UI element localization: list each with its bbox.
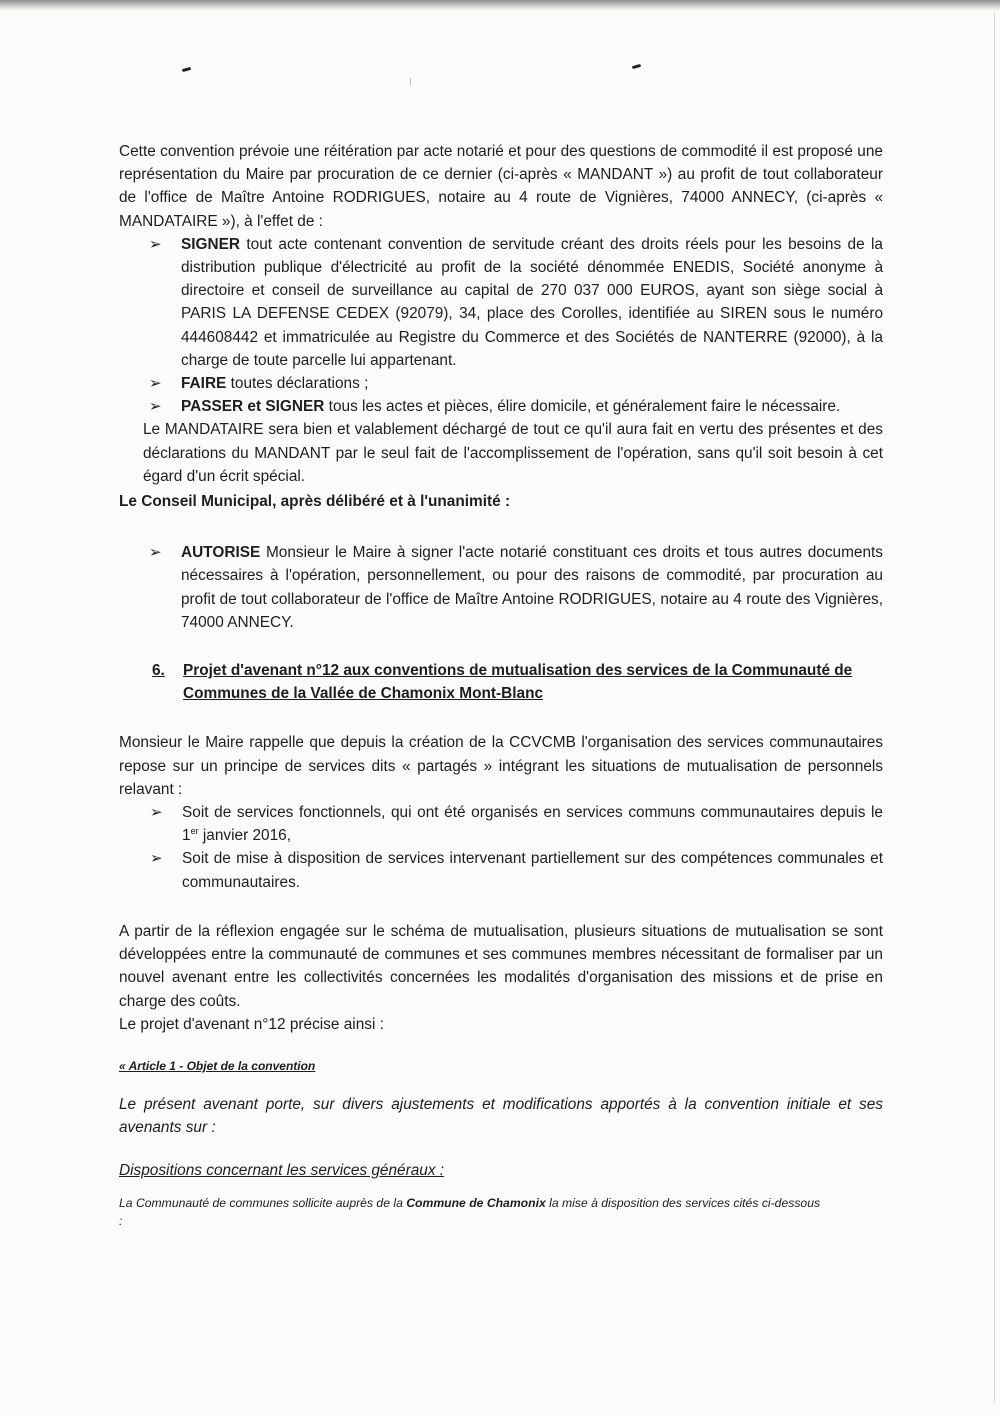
dispositions-heading: Dispositions concernant les services généraux :: [119, 1161, 445, 1179]
arrow-bullet-icon: ➢: [149, 374, 162, 393]
services-list: [119, 801, 883, 894]
list-item: [119, 233, 883, 372]
avenant-intro: Le projet d'avenant n°12 précise ainsi :: [119, 1015, 384, 1033]
mandate-paragraph: Cette convention prévoie une réitération par acte notarié et pour des questions de commodité il est proposé une représentation du Maire par procuration de ce dernier (ci-après « MANDANT ») au profit de tout collaborateur de l'office de Maître Antoine RODRIGUES, notaire au 4 route de Vignières, 74000 ANNECY, (ci-après « MANDATAIRE »), à l'effet de :: [119, 143, 883, 230]
article-heading: « Article 1 - Objet de la convention: [119, 1058, 316, 1073]
section-title: Projet d'avenant n°12 aux conventions de mutualisation des services de la Communauté de Communes de la Vallée de Chamonix Mont-Blanc: [183, 662, 853, 703]
action-text: toutes déclarations ;: [226, 375, 369, 393]
service-text: Soit de services fonctionnels, qui ont été organisés en services communs communautaires depuis le 1: [182, 804, 883, 845]
commune-name: Commune de Chamonix: [406, 1195, 546, 1210]
arrow-bullet-icon: ➢: [149, 397, 162, 416]
mutualisation-paragraph: Monsieur le Maire rappelle que depuis la création de la CCVCMB l'organisation des services communautaires repose sur un principe de services dits « partagés » intégrant les situations de mutualisation de personnels relavant :: [119, 734, 883, 798]
list-item: [119, 847, 883, 893]
arrow-bullet-icon: ➢: [149, 543, 162, 562]
ordinal-suffix: er: [190, 826, 199, 837]
decision-list: [119, 541, 883, 634]
request-paragraph: [119, 1194, 883, 1230]
list-item: [119, 395, 883, 418]
service-text-end: janvier 2016,: [198, 827, 291, 845]
reflection-paragraph: A partir de la réflexion engagée sur le schéma de mutualisation, plusieurs situations de mutualisation se sont développées entre la communauté de communes et ses communes membres nécessitant de formaliser par un nouvel avenant entre les collectivités concernées les modalités d'organisation des missions et de prise en charge des coûts.: [119, 922, 883, 1010]
scan-edge-line: [994, 12, 995, 1402]
list-item: [119, 801, 883, 847]
list-item: [119, 372, 883, 395]
action-text: tout acte contenant convention de servitude créant des droits réels pour les besoins de la distribution publique d'électricité au profit de la société dénommée ENEDIS, Société anonyme à directoire et conseil de surveillance au capital de 270 037 000 EUROS, ayant son siège social à PARIS LA DEFENSE CEDEX (92079), 34, place des Corolles, identifiée au SIREN sous le numéro 444608442 et immatriculée au Registre du Commerce et des Sociétés de NANTERRE (92000), à la charge de toute parcelle lui appartenant.: [181, 235, 883, 369]
mandate-actions-list: [119, 233, 883, 419]
request-text-end: la mise à disposition des services cités ci-dessous: [545, 1195, 821, 1210]
decision-text: Monsieur le Maire à signer l'acte notarié constituant ces droits et tous autres documents nécessaires à l'opération, personnellement, ou pour des raisons de commodité, par procuration au profit de tout collaborateur de l'office de Maître Antoine RODRIGUES, notaire au 4 route des Vignières, 74000 ANNECY.: [181, 544, 883, 631]
mandataire-paragraph: Le MANDATAIRE sera bien et valablement déchargé de tout ce qu'il aura fait en vertu des présentes et des déclarations du MANDANT par le seul fait de l'accomplissement de l'opération, sans qu'il soit besoin à cet égard d'un écrit spécial.: [143, 421, 883, 485]
action-keyword: PASSER et SIGNER: [181, 398, 325, 416]
list-item: [119, 541, 883, 634]
section-number: 6.: [152, 662, 165, 680]
request-text: La Communauté de communes sollicite auprès de la: [119, 1195, 407, 1210]
section-6-heading: [119, 659, 883, 705]
document-page: [119, 140, 883, 1230]
arrow-bullet-icon: ➢: [150, 849, 163, 868]
scan-speck: [632, 64, 641, 69]
action-text: tous les actes et pièces, élire domicile, et généralement faire le nécessaire.: [324, 398, 841, 416]
council-heading: Le Conseil Municipal, après délibéré et à l'unanimité :: [119, 493, 511, 511]
avenant-scope-paragraph: Le présent avenant porte, sur divers ajustements et modifications apportés à la convention initiale et ses avenants sur :: [119, 1096, 883, 1137]
decision-keyword: AUTORISE: [181, 544, 261, 562]
action-keyword: FAIRE: [181, 375, 227, 393]
request-tail: :: [119, 1213, 123, 1228]
service-text: Soit de mise à disposition de services intervenant partiellement sur des compétences communales et communautaires.: [182, 850, 883, 891]
scan-speck: [182, 67, 191, 72]
scan-top-edge: [0, 0, 1000, 12]
arrow-bullet-icon: ➢: [149, 234, 162, 253]
action-keyword: SIGNER: [181, 235, 241, 253]
arrow-bullet-icon: ➢: [150, 803, 163, 822]
scan-dust: [410, 78, 411, 85]
